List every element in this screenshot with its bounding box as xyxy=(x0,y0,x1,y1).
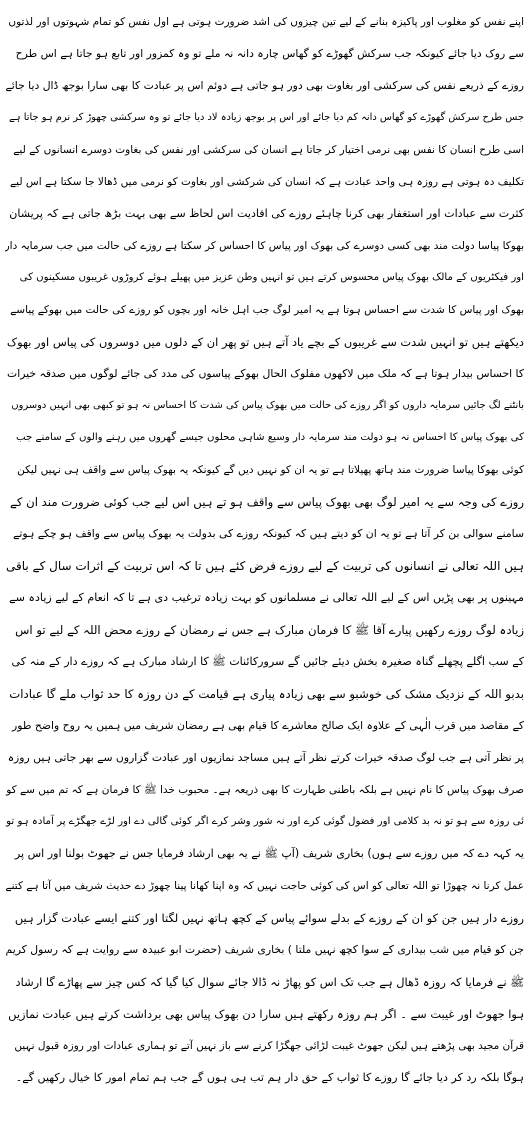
text-line-15: کوئی بھوکا پیاسا ضرورت مند ہاتھ پھیلاتا ہے تو یہ ان کو نہیں دیں گے کیونکہ یہ بھوک پیاس سے واقف ہی نہیں لیکن xyxy=(17,464,524,476)
text-line-7: کثرت سے عبادات اور استغفار بھی کرنا چاہئے روزے کی افادیت اس لحاظ سے بھی بہت بڑھ جاتی ہے کہ پریشان xyxy=(9,207,524,220)
text-line-32: ہوا جھوٹ اور غیبت سے ۔ اگر ہم روزہ رکھتے ہیں سارا دن بھوک پیاس بھی برداشت کرتے ہیں عبادت نمازیں xyxy=(8,1007,524,1021)
text-line-33: قرآن مجید بھی پڑھتے ہیں لیکن جھوٹ غیبت لڑائی جھگڑا کرنے سے باز نہیں آتے تو ہماری عبادات اور روزہ قبول نہیں xyxy=(14,1040,524,1052)
text-line-12: کا احساس بیدار ہوتا ہے کہ ملک میں لاکھوں مفلوک الحال بھوکے پیاسوں کی مدد کی جائے لوگوں میں صدقہ خیرات xyxy=(7,367,524,380)
text-line-29: روزے دار ہیں جن کو ان کے روزے کے بدلے سوائے پیاس کے کچھ ہاتھ نہیں لگتا اور کتنے ایسے عبادت گزار ہیں xyxy=(14,911,524,925)
text-line-10: بھوک اور پیاس کا شدت سے احساس ہوتا ہے یہ امیر لوگ جب اہل خانہ اور بچوں کو روزے کی حالت میں بھوکے پیاسے xyxy=(10,304,524,316)
text-line-8: بھوکا پیاسا دولت مند بھی کسی دوسرے کی بھوک اور پیاس کا احساس کر سکتا ہے روزے کی حالت میں جب سرمایہ دار xyxy=(5,240,524,252)
text-line-27: یہ کہہ دے کہ میں روزے سے ہوں) بخاری شریف (آپ ﷺ نے یہ بھی ارشاد فرمایا جس نے جھوٹ بولنا اور اس پر xyxy=(14,847,524,860)
text-line-19: مہینوں پر بھی پڑیں اس کے لیے اللہ تعالی نے مسلمانوں کو بہت زیادہ ترغیب دی ہے تا کہ انعام کے لیے زیادہ سے xyxy=(9,591,524,604)
text-line-30: جن کو قیام میں شب بیداری کے سوا کچھ نہیں ملتا ) بخاری شریف (حضرت ابو عبیدہ سے روایت ہے کہ رسول کریم xyxy=(5,943,524,956)
text-line-23: کے مقاصد میں قرب الٰہی کے علاوہ ایک صالح معاشرے کا قیام بھی ہے رمضان شریف میں ہمیں یہ روح واضح طور xyxy=(12,719,524,732)
text-line-21: کے سب اگلے پچھلے گناہ صغیرہ بخش دیئے جائیں گے سرورکائنات ﷺ کا ارشاد مبارک ہے کہ روزے دار کے منہ کی xyxy=(11,655,524,668)
text-line-16: روزے کی وجہ سے یہ امیر لوگ بھی بھوک پیاس سے واقف ہو تے ہیں اس لیے جب کوئی ضرورت مند ان کے xyxy=(10,495,524,509)
text-line-4: جس طرح سرکش گھوڑے کو گھاس دانہ کم دیا جائے اور اس پر بوجھ زیادہ لاد دیا جائے تو وہ سرکشی چھوڑ کر نرم ہو جاتا ہے xyxy=(9,112,524,123)
text-line-3: روزے کے ذریعے نفس کی سرکشی اور بغاوت بھی دور ہو جاتی ہے دوئم اس پر عبادت کا بھی سارا بوجھ ڈال دیا جائے xyxy=(5,79,524,92)
text-line-5: اسی طرح انسان کا نفس بھی نرمی اختیار کر جاتا ہے انسان کی سرکشی اور نفس کی بغاوت دوسرے انسانوں کے لیے xyxy=(13,144,524,156)
text-line-14: کی بھوک پیاس کا احساس نہ ہو دولت مند سرمایہ دار وسیع شاہی محلوں جیسے گھروں میں رہنے والوں کے سامنے جب xyxy=(16,432,524,443)
text-line-26: ئی روزہ سے ہو تو نہ بد کلامی اور فضول گوئی کرے اور نہ شور وشر کرے اگر کوئی گالی دے اور لڑے جھگڑے پر آمادہ ہو تو xyxy=(6,816,524,827)
text-line-9: اور فیکٹریوں کے مالک بھوک پیاس محسوس کرتے ہیں تو انہیں وطن عزیز میں پھیلے ہوئے کروڑوں غریبوں مسکینوں کی xyxy=(19,272,524,283)
text-line-28: عمل کرنا نہ چھوڑا تو اللہ تعالی کو اس کی کوئی حاجت نہیں کہ وہ اپنا کھانا پینا چھوڑ دے حدیث شریف میں آتا ہے کتنے xyxy=(5,880,524,892)
text-line-20: زیادہ لوگ روزے رکھیں پیارے آقا ﷺ کا فرمان مبارک ہے جس نے رمضان کے روزے محض اللہ کے لیے تو اس xyxy=(15,623,524,637)
text-line-24: پر نظر آتی ہے جب لوگ صدقہ خیرات کرتے نظر آتے ہیں مساجد نمازیوں اور عبادت گزاروں سے بھر جاتی ہیں روزہ xyxy=(7,751,524,764)
article-body xyxy=(5,6,524,1126)
text-line-6: تکلیف دہ ہوتی ہے روزہ ہی واحد عبادت ہے کہ انسان کی شرکشی اور بغاوت کو نرمی میں ڈھالا جا سکتا ہے اس لیے xyxy=(10,176,524,188)
text-line-22: بدبو اللہ کے نزدیک مشک کی خوشبو سے بھی زیادہ پیاری ہے قیامت کے دن روزہ کا حد ثواب ملے گا عبادات xyxy=(9,687,524,701)
text-line-13: بانٹنے لگ جائیں سرمایہ داروں کو اگر روزے کی حالت میں بھوک پیاس کی شدت کا احساس نہ ہو تو کبھی بھی انہیں دوسروں xyxy=(11,400,524,411)
text-line-11: دیکھتے ہیں تو انہیں شدت سے غریبوں کے بچے یاد آتے ہیں تو پھر ان کے دلوں میں دوسروں کی پیاس اور بھوک xyxy=(6,335,524,349)
text-line-2: سے روک دیا جائے کیونکہ جب سرکش گھوڑے کو گھاس چارہ دانہ نہ ملے تو وہ کمزور اور تابع ہو جاتا ہے اس طرح xyxy=(15,47,524,60)
text-line-34: ہوگا بلکہ رد کر دیا جائے گا روزے کا ثواب کے حق دار ہم تب ہی ہوں گے جب ہم تمام امور کا خیال رکھیں گے۔ xyxy=(15,1071,524,1084)
text-line-1: اپنے نفس کو مغلوب اور پاکیزہ بنانے کے لیے تین چیزوں کی اشد ضرورت ہوتی ہے اول نفس کو تمام شہوتوں اور لذتوں xyxy=(8,16,524,28)
text-line-25: صرف بھوک پیاس کا نام نہیں ہے بلکہ باطنی طہارت کا بھی ذریعہ ہے۔ محبوب خدا ﷺ کا فرمان ہے کہ تم میں سے کو xyxy=(6,784,524,796)
text-line-35 xyxy=(5,1094,524,1126)
text-line-31: ﷺ نے فرمایا کہ روزہ ڈھال ہے جب تک اس کو پھاڑ نہ ڈالا جائے سوال کیا گیا کہ کس چیز سے پھاڑے گا ارشاد xyxy=(15,975,524,989)
text-line-18: ہیں اللہ تعالی نے انسانوں کی تربیت کے لیے روزے فرض کئے ہیں تا کہ اس تربیت کے اثرات سال کے باقی xyxy=(6,559,524,573)
text-line-17: سامنے سوالی بن کر آتا ہے تو یہ ان کو دیتے ہیں کہ کیونکہ روزے کی بدولت یہ بھوک پیاس سے واقف ہو چکے ہوتے xyxy=(13,527,524,540)
